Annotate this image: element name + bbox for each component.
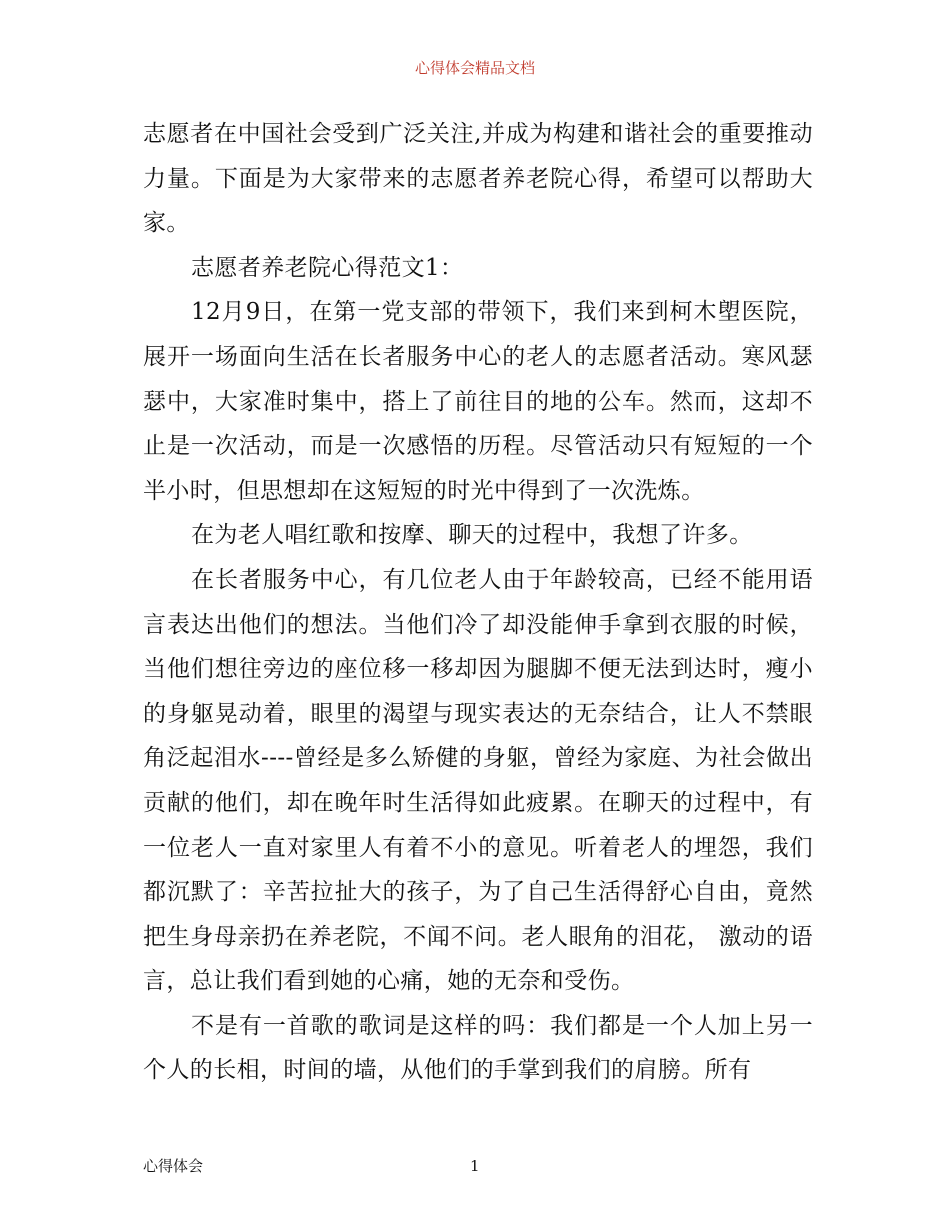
page-footer [143,1156,813,1176]
paragraph-section-title: 志愿者养老院心得范文1： [191,254,464,281]
paragraph-elderly-center: 在长者服务中心，有几位老人由于年龄较高，已经不能用语言表达出他们的想法。当他们冷了却没能伸手拿到衣服的时候，当他们想往旁边的座位移一移却因为腿脚不便无法到达时，瘦小的身躯晃动着，眼里的渴望与现实表达的无奈结合，让人不禁眼角泛起泪水----曾经是多么矫健的身躯，曾经为家庭、为社会做出贡献的他们，却在晚年时生活得如此疲累。在聊天的过程中，有一位老人一直对家里人有着不小的意见。听着老人的埋怨，我们都沉默了：辛苦拉扯大的孩子，为了自己生活得舒心自由，竟然把生身母亲扔在养老院，不闻不问。老人眼角的泪花， 激动的语言，总让我们看到她的心痛，她的无奈和受伤。 [143,566,813,995]
paragraph-reflection: 在为老人唱红歌和按摩、聊天的过程中，我想了许多。 [191,522,753,549]
page-header [0,58,950,78]
footer-label: 心得体会 [143,1157,204,1175]
document-header-title: 心得体会精品文档 [414,59,535,77]
paragraph-song: 不是有一首歌的歌词是这样的吗：我们都是一个人加上另一个人的长相，时间的墙，从他们的手掌到我们的肩膀。所有 [143,1012,813,1084]
paragraph-activity: 12月9日，在第一党支部的带领下，我们来到柯木塱医院，展开一场面向生活在长者服务中心的老人的志愿者活动。寒风瑟瑟中，大家准时集中，搭上了前往目的地的公车。然而，这却不止是一次活动，而是一次感悟的历程。尽管活动只有短短的一个半小时，但思想却在这短短的时光中得到了一次洗炼。 [143,299,813,504]
page-number: 1 [470,1157,480,1175]
paragraph-intro: 志愿者在中国社会受到广泛关注,并成为构建和谐社会的重要推动力量。下面是为大家带来的志愿者养老院心得，希望可以帮助大家。 [143,121,813,237]
document-body [143,112,813,1093]
